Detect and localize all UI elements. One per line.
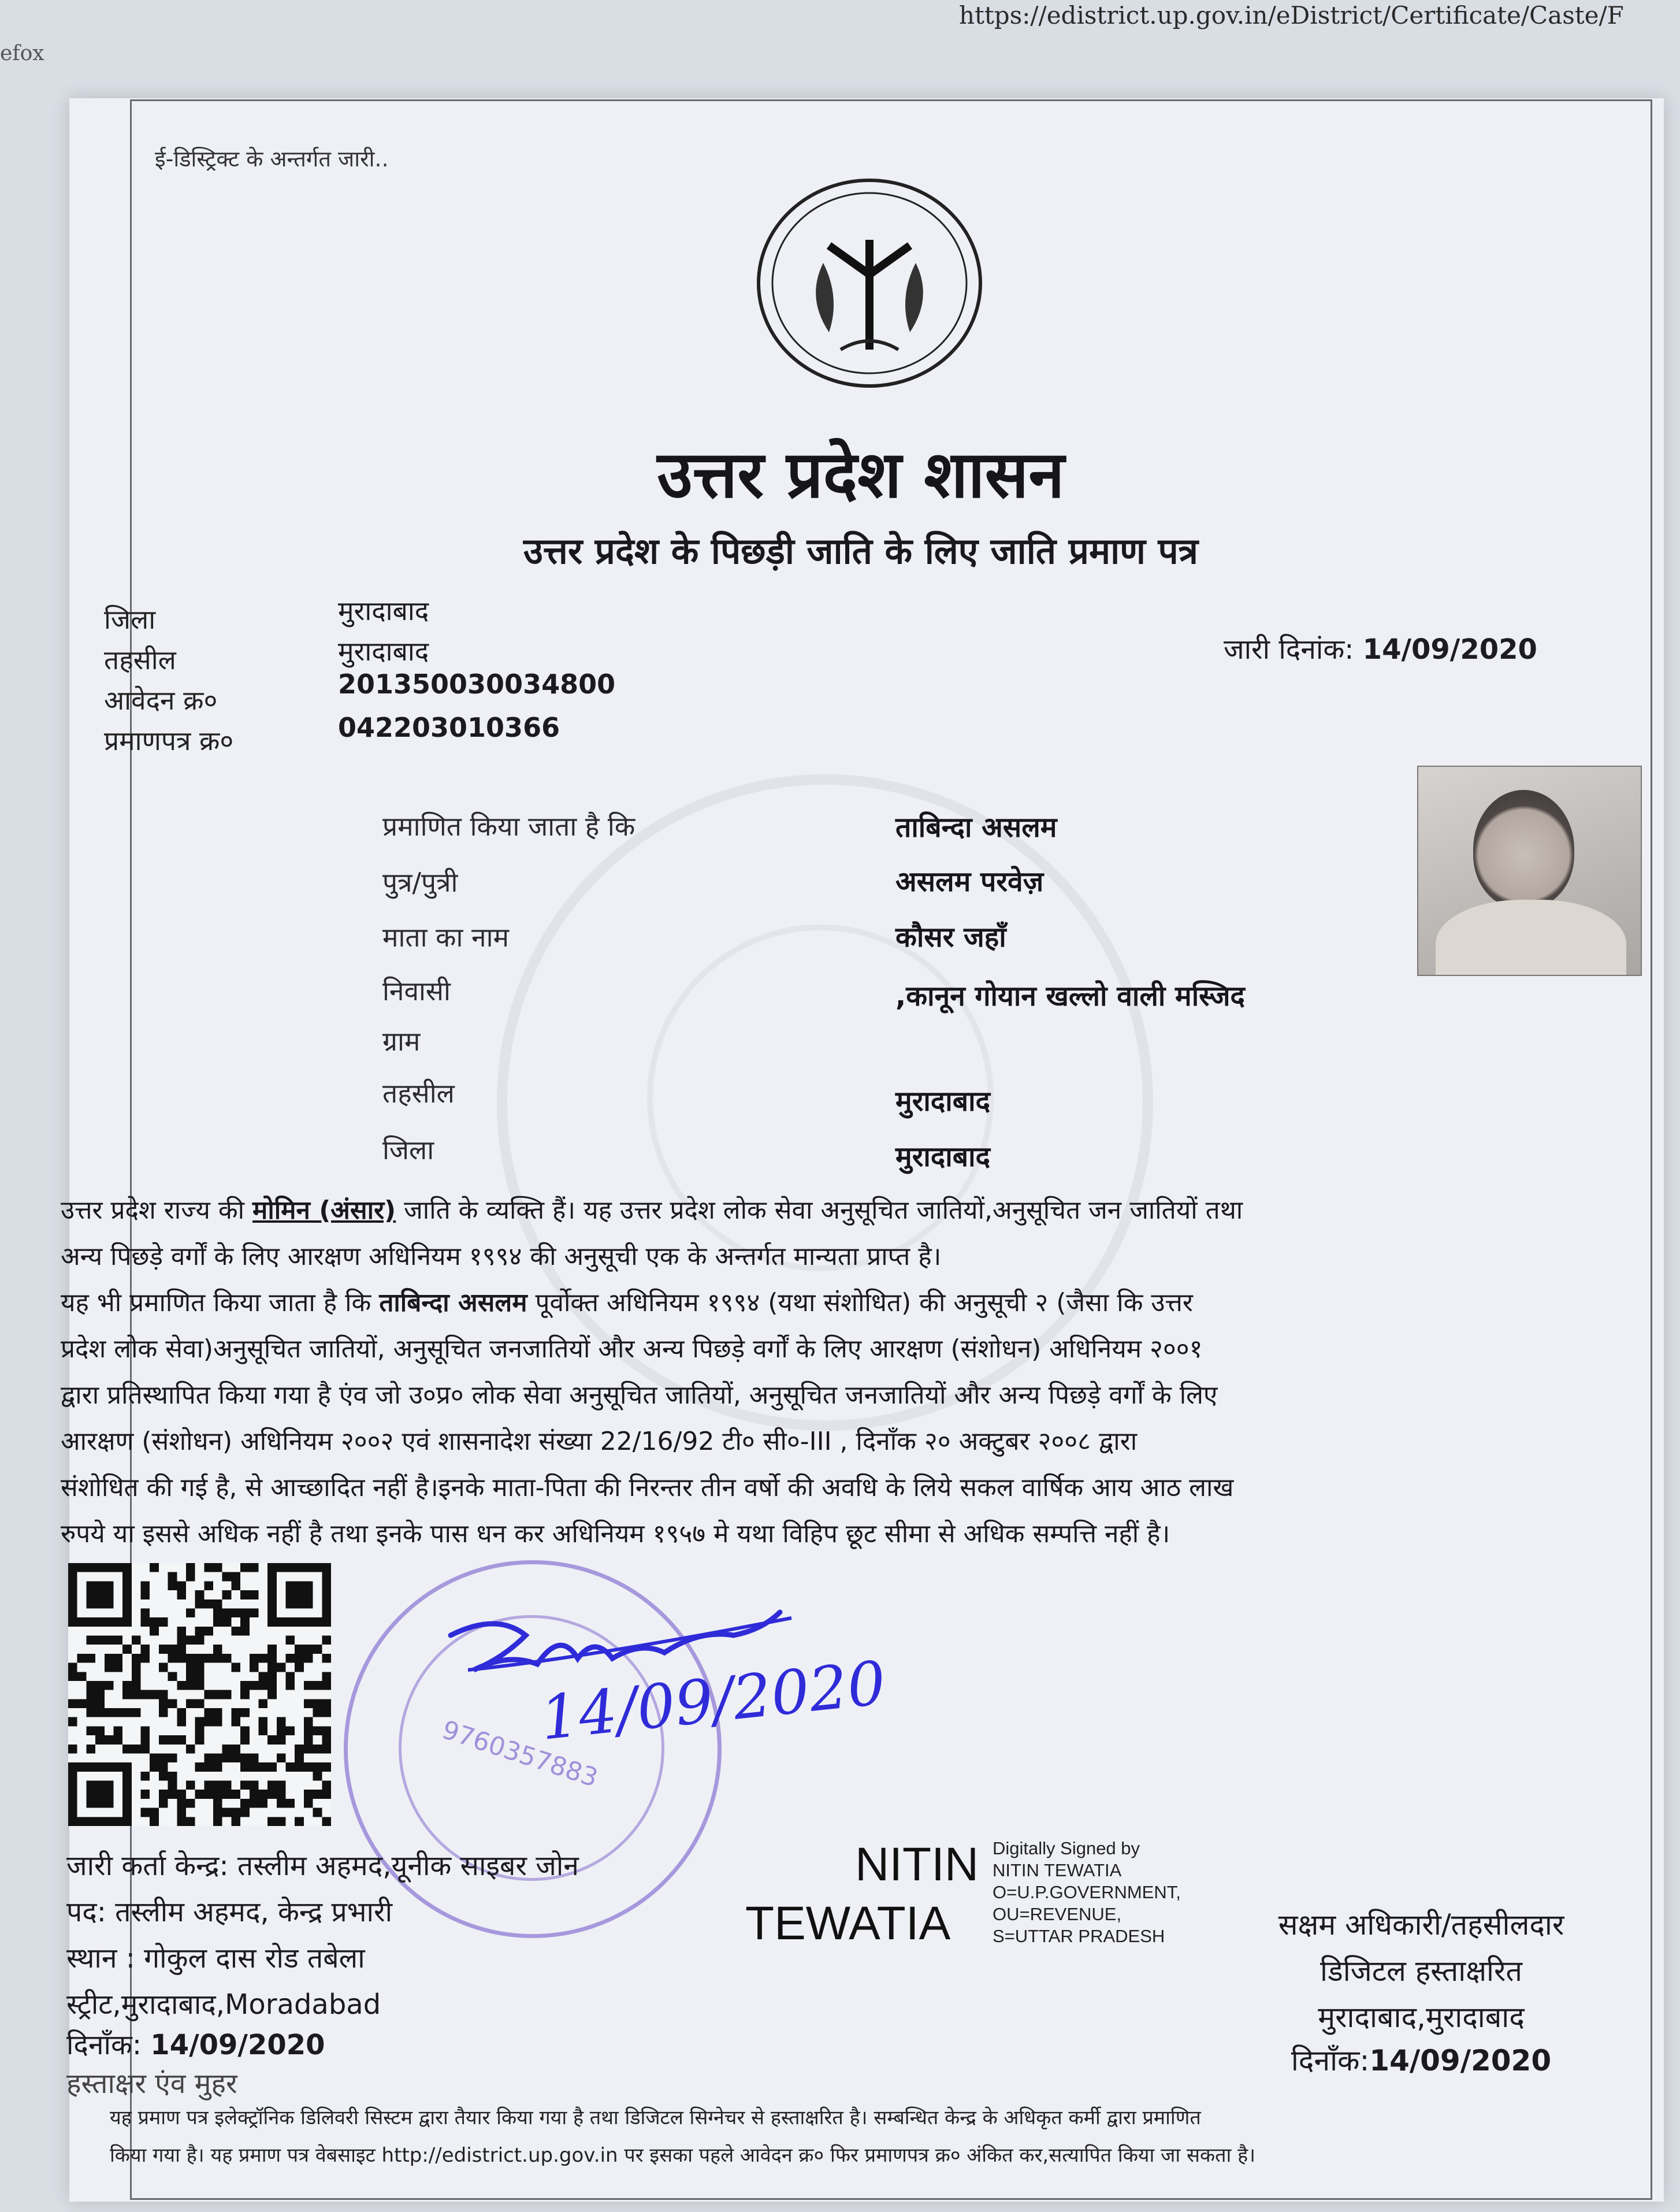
meta-district-value: मुरादाबाद (338, 595, 429, 626)
authority-date-value: 14/09/2020 (1369, 2044, 1552, 2077)
applicant-photo (1417, 766, 1642, 976)
meta-district-label: जिला (104, 604, 156, 635)
browser-url: https://edistrict.up.gov.in/eDistrict/Certificate/Caste/F (959, 1, 1624, 29)
issuer-post: पद: तस्लीम अहमद, केन्द्र प्रभारी (66, 1896, 393, 1928)
issuer-place-line1: स्थान : गोकुल दास रोड तबेला (66, 1942, 365, 1975)
issuer-sign-label: हस्ताक्षर एंव मुहर (66, 2068, 237, 2100)
authority-date: दिनाँक:14/09/2020 (1291, 2044, 1552, 2077)
meta-certificate-value: 042203010366 (338, 712, 560, 743)
meta-certificate-label: प्रमाणपत्र क्र० (104, 725, 234, 756)
field-certified-label: प्रमाणित किया जाता है कि (382, 811, 635, 842)
field-tehsil-label: तहसील (382, 1078, 455, 1109)
certificate-title: उत्तर प्रदेश शासन (657, 437, 1065, 513)
caste-name: मोमिन (अंसार) (252, 1196, 396, 1225)
field-mother-name: कौसर जहाँ (895, 921, 1006, 953)
field-tehsil-value: मुरादाबाद (895, 1085, 991, 1118)
field-resident-label: निवासी (382, 975, 451, 1007)
stamp-phone: 9760357883 (438, 1714, 601, 1794)
qr-code (68, 1563, 331, 1826)
field-parent-name: असलम परवेज़ (895, 866, 1044, 898)
field-village-label: ग्राम (382, 1026, 421, 1057)
digital-signature-name-line2: TEWATIA (745, 1897, 951, 1950)
field-district-label: जिला (382, 1134, 434, 1166)
authority-title: सक्षम अधिकारी/तहसीलदार (1278, 1908, 1564, 1942)
meta-application-value: 201350030034800 (338, 669, 616, 700)
digital-signature-name-line1: NITIN (855, 1838, 979, 1891)
meta-tehsil-label: तहसील (104, 644, 176, 676)
footer-note-line1: यह प्रमाण पत्र इलेक्ट्रॉनिक डिलिवरी सिस्टम द्वारा तैयार किया गया है तथा डिजिटल सिग्नेचर से हस्ताक्षरित है। सम्बन्धित केन्द्र के अधिकृत कर्मी द्वारा प्रमाणित (110, 2106, 1201, 2129)
up-government-emblem (754, 176, 985, 390)
issue-date-value: 14/09/2020 (1362, 633, 1537, 666)
field-district-value: मुरादाबाद (895, 1141, 991, 1173)
digital-signature-details: Digitally Signed by NITIN TEWATIA O=U.P.GOVERNMENT, OU=REVENUE, S=UTTAR PRADESH (993, 1838, 1181, 1946)
creamy-layer-statement: यह भी प्रमाणित किया जाता है कि ताबिन्दा असलम पूर्वोक्त अधिनियम १९९४ (यथा संशोधित) की अनुसूची २ (जैसा कि उत्तर प्रदेश लोक सेवा)अनुसूचित जातियों, अनुसूचित जनजातियों और अन्य पिछड़े वर्गों के लिए आरक्षण (संशोधन) अधिनियम २००१ द्वारा प्रतिस्थापित किया गया है एंव जो उ०प्र० लोक सेवा अनुसूचित जातियों, अनुसूचित जनजातियों और अन्य पिछड़े वर्गों के लिए आरक्षण (संशोधन) अधिनियम २००२ एवं शासनादेश संख्या 22/16/92 टी० सी०-III , दिनाँक २० अक्टुबर २००८ द्वारा संशोधित की गई है, से आच्छादित नहीं है।इनके माता-पिता की निरन्तर तीन वर्षो की अवधि के लिये सकल वार्षिक आय आठ लाख रुपये या इससे अधिक नहीं है तथा इनके पास धन कर अधिनियम १९५७ मे यथा विहिप छूट सीमा से अधिक सम्पत्ति नहीं है। (61, 1288, 1234, 1549)
meta-application-label: आवेदन क्र० (104, 685, 218, 716)
issued-under-note: ई-डिस्ट्रिक्ट के अन्तर्गत जारी.. (155, 146, 389, 172)
meta-tehsil-value: मुरादाबाद (338, 636, 429, 667)
field-resident-value: ,कानून गोयान खल्लो वाली मस्जिद (895, 980, 1245, 1012)
issue-date (1224, 630, 1537, 667)
issuer-place-line2: स्ट्रीट,मुरादाबाद,Moradabad (66, 1988, 381, 2021)
handwritten-signature (428, 1595, 901, 1768)
svg-text:14/09/2020: 14/09/2020 (537, 1647, 889, 1754)
field-applicant-name: ताबिन्दा असलम (895, 811, 1057, 844)
issuer-date-value: 14/09/2020 (150, 2029, 325, 2061)
applicant-name-inline: ताबिन्दा असलम (379, 1288, 527, 1317)
authority-place: मुरादाबाद,मुरादाबाद (1318, 2001, 1525, 2034)
field-mother-label: माता का नाम (382, 922, 509, 953)
caste-statement: उत्तर प्रदेश राज्य की मोमिन (अंसार) जाति के व्यक्ति हैं। यह उत्तर प्रदेश लोक सेवा अनुसूचित जातियों,अनुसूचित जन जातियों तथा अन्य पिछड़े वर्गों के लिए आरक्षण अधिनियम १९९४ की अनुसूची एक के अन्तर्गत मान्यता प्राप्त है। (61, 1196, 1243, 1271)
authority-signed: डिजिटल हस्ताक्षरित (1320, 1954, 1522, 1988)
issue-date-label: जारी दिनांक: (1224, 633, 1354, 666)
browser-edge-label: efox (0, 42, 44, 65)
footer-note-line2: किया गया है। यह प्रमाण पत्र वेबसाइट http://edistrict.up.gov.in पर इसका पहले आवेदन क्र० फिर प्रमाणपत्र क्र० अंकित कर,सत्यापित किया जा सकता है। (110, 2144, 1256, 2167)
field-parent-label: पुत्र/पुत्री (382, 867, 458, 898)
certificate-subtitle: उत्तर प्रदेश के पिछड़ी जाति के लिए जाति प्रमाण पत्र (523, 530, 1198, 572)
issuer-date: दिनाँक: 14/09/2020 (66, 2029, 325, 2061)
issuer-center: जारी कर्ता केन्द्र: तस्लीम अहमद,यूनीक साइबर जोन (66, 1850, 579, 1882)
